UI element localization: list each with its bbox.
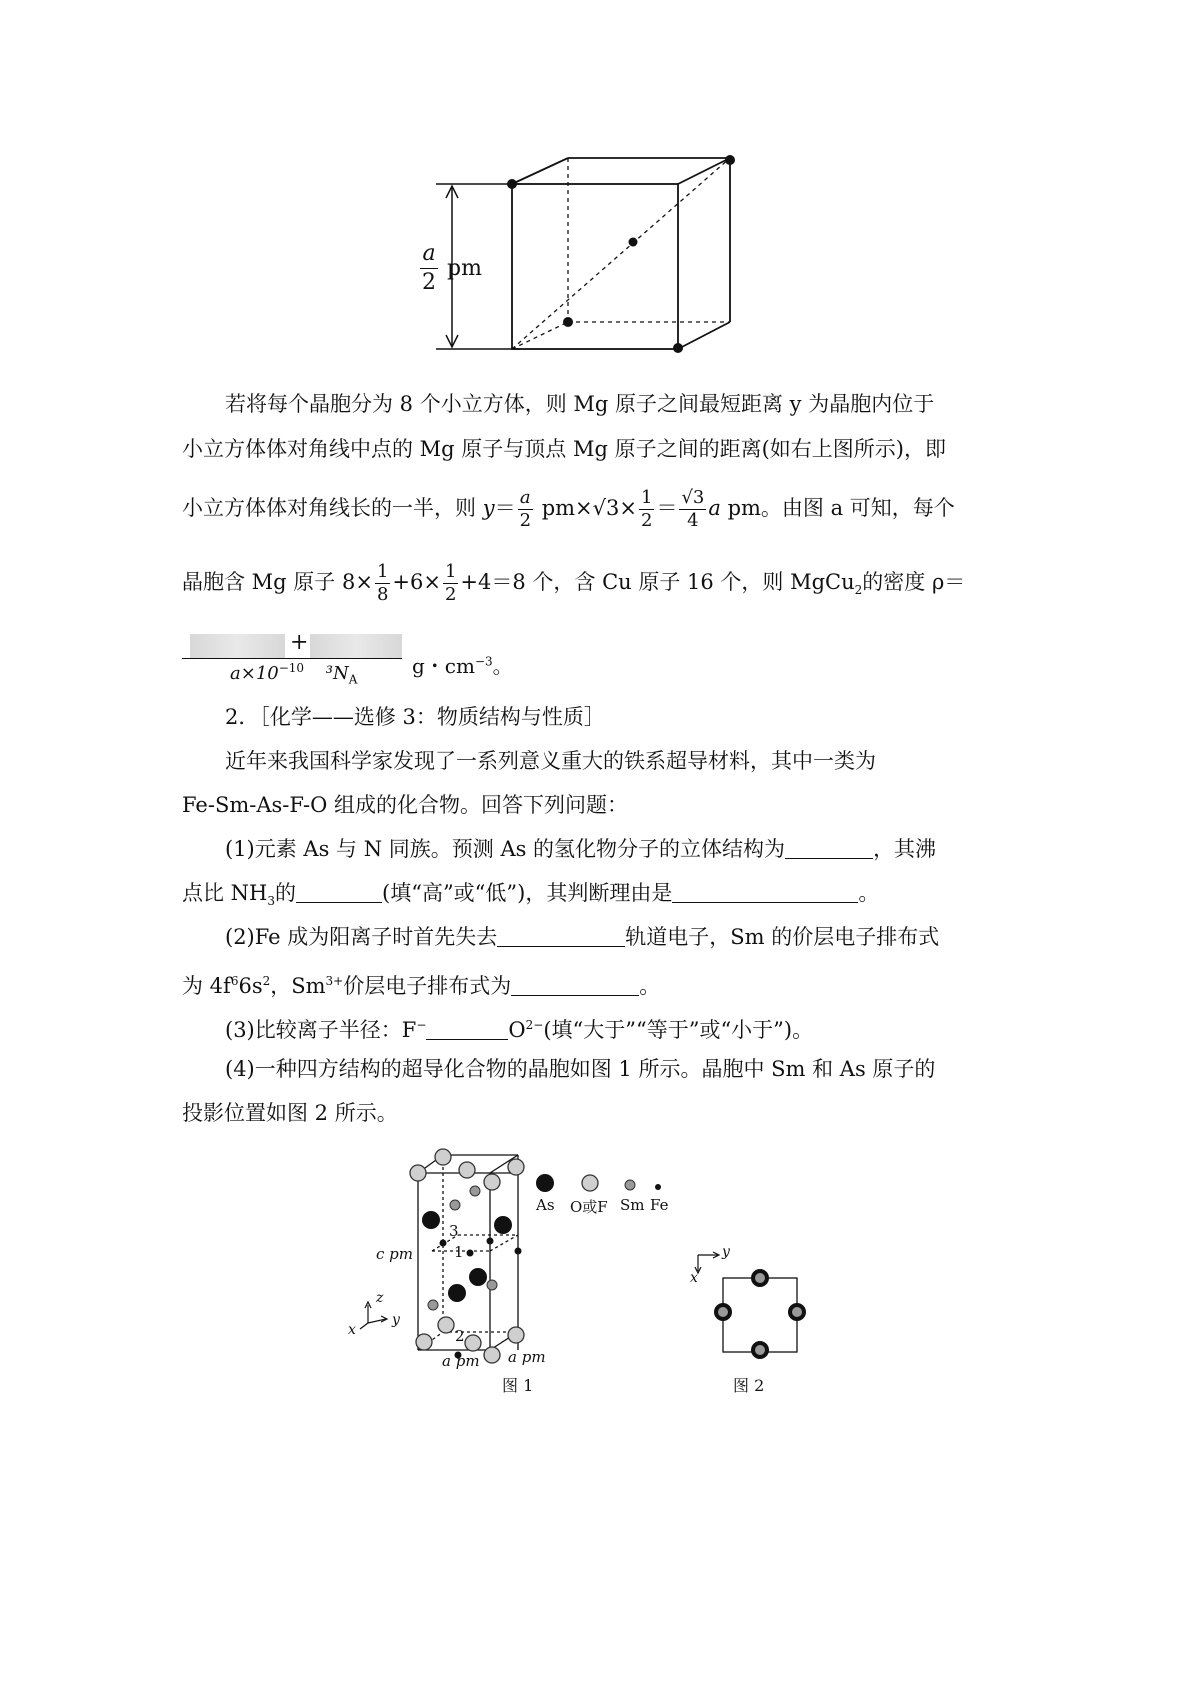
- q2-part4-line2: 投影位置如图 2 所示。: [182, 1101, 398, 1125]
- figure-1-caption: 图 1: [502, 1376, 534, 1395]
- blank-structure[interactable]: [785, 838, 873, 859]
- para1-line2: 小立方体体对角线中点的 Mg 原子与顶点 Mg 原子之间的距离(如右上图所示)，即: [182, 437, 946, 461]
- label-unit: pm: [447, 256, 482, 281]
- q2-part2-line1: (2)Fe 成为阳离子时首先失去 轨道电子，Sm 的价层电子排布式: [225, 925, 940, 949]
- label-var: a: [420, 240, 438, 269]
- density-denominator: $a\times 10^{-10}$ $^3N_A$: [230, 661, 358, 687]
- blank-orbital[interactable]: [497, 926, 625, 947]
- cube-dimension-label: [418, 240, 482, 297]
- q2-part1-line2: 点比 $NH_3$的 (填“高”或“低”)，其判断理由是 。: [182, 881, 880, 909]
- blank-reason[interactable]: [672, 882, 858, 903]
- figure-2-caption: 图 2: [733, 1376, 765, 1395]
- legend-fe-label: Fe: [650, 1196, 669, 1214]
- q2-title: 2．［化学——选修 3：物质结构与性质］: [225, 705, 605, 729]
- a-pm-label-1: a pm: [442, 1352, 480, 1370]
- fig1-axis-x: x: [348, 1322, 356, 1338]
- blank-radius[interactable]: [426, 1019, 508, 1040]
- c-pm-label: c pm: [376, 1245, 413, 1263]
- density-unit: g・$cm^{-3}$。: [412, 654, 513, 678]
- figure-2-projection: [680, 1245, 820, 1365]
- figure-1-unit-cell: [340, 1145, 710, 1405]
- para1-line1: 若将每个晶胞分为 8 个小立方体，则 Mg 原子之间最短距离 y 为晶胞内位于: [225, 392, 935, 416]
- numerator-plus: +: [290, 630, 309, 655]
- blank-boiling[interactable]: [296, 882, 382, 903]
- fig2-axis-y: y: [722, 1244, 730, 1260]
- para1-line3: 小立方体体对角线长的一半，则 y＝ $\frac{a}{2}$ pm×√3× $\frac{1}{2}$ ＝ $\frac{√3}{4}$ a pm。由图 a 可知，每个: [182, 487, 955, 531]
- a-pm-label-2: a pm: [508, 1348, 546, 1366]
- fig1-axis-y: y: [392, 1312, 400, 1328]
- q2-intro2: Fe-Sm-As-F-O 组成的化合物。回答下列问题：: [182, 793, 628, 817]
- q2-part4-line1: (4)一种四方结构的超导化合物的晶胞如图 1 所示。晶胞中 Sm 和 As 原子的: [225, 1057, 936, 1081]
- atom-number-3: 3: [449, 1222, 459, 1240]
- blurred-numerator-left: [190, 634, 285, 658]
- atom-number-2: 2: [455, 1327, 465, 1345]
- atom-number-1: 1: [454, 1243, 464, 1261]
- density-fraction: [182, 632, 402, 687]
- legend-sm-label: Sm: [620, 1196, 645, 1214]
- fig1-axis-z: z: [376, 1290, 384, 1306]
- q2-part3: (3)比较离子半径：F− $O^{2-}$(填“大于”“等于”或“小于”)。: [225, 1018, 814, 1042]
- label-den: 2: [422, 270, 436, 295]
- q2-part1-line1: (1)元素 As 与 N 同族。预测 As 的氢化物分子的立体结构为 ，其沸: [225, 837, 937, 861]
- blurred-numerator-right: [310, 634, 402, 658]
- para1-line4: 晶胞含 Mg 原子 8× $\frac{1}{8}$ +6× $\frac{1}{2}$ +4＝8 个，含 Cu 原子 16 个，则 MgCu$_2$的密度 ρ＝: [182, 561, 966, 605]
- fig2-axis-x: x: [690, 1270, 698, 1286]
- blank-sm3-config[interactable]: [511, 975, 639, 996]
- q2-intro1: 近年来我国科学家发现了一系列意义重大的铁系超导材料，其中一类为: [225, 749, 876, 773]
- legend-of-label: O或F: [570, 1198, 608, 1216]
- q2-part2-line2: 为 $4f^66s^2$，$Sm^{3+}$价层电子排布式为 。: [182, 974, 661, 998]
- legend-as-label: As: [536, 1196, 555, 1214]
- cube-figure: [430, 150, 790, 380]
